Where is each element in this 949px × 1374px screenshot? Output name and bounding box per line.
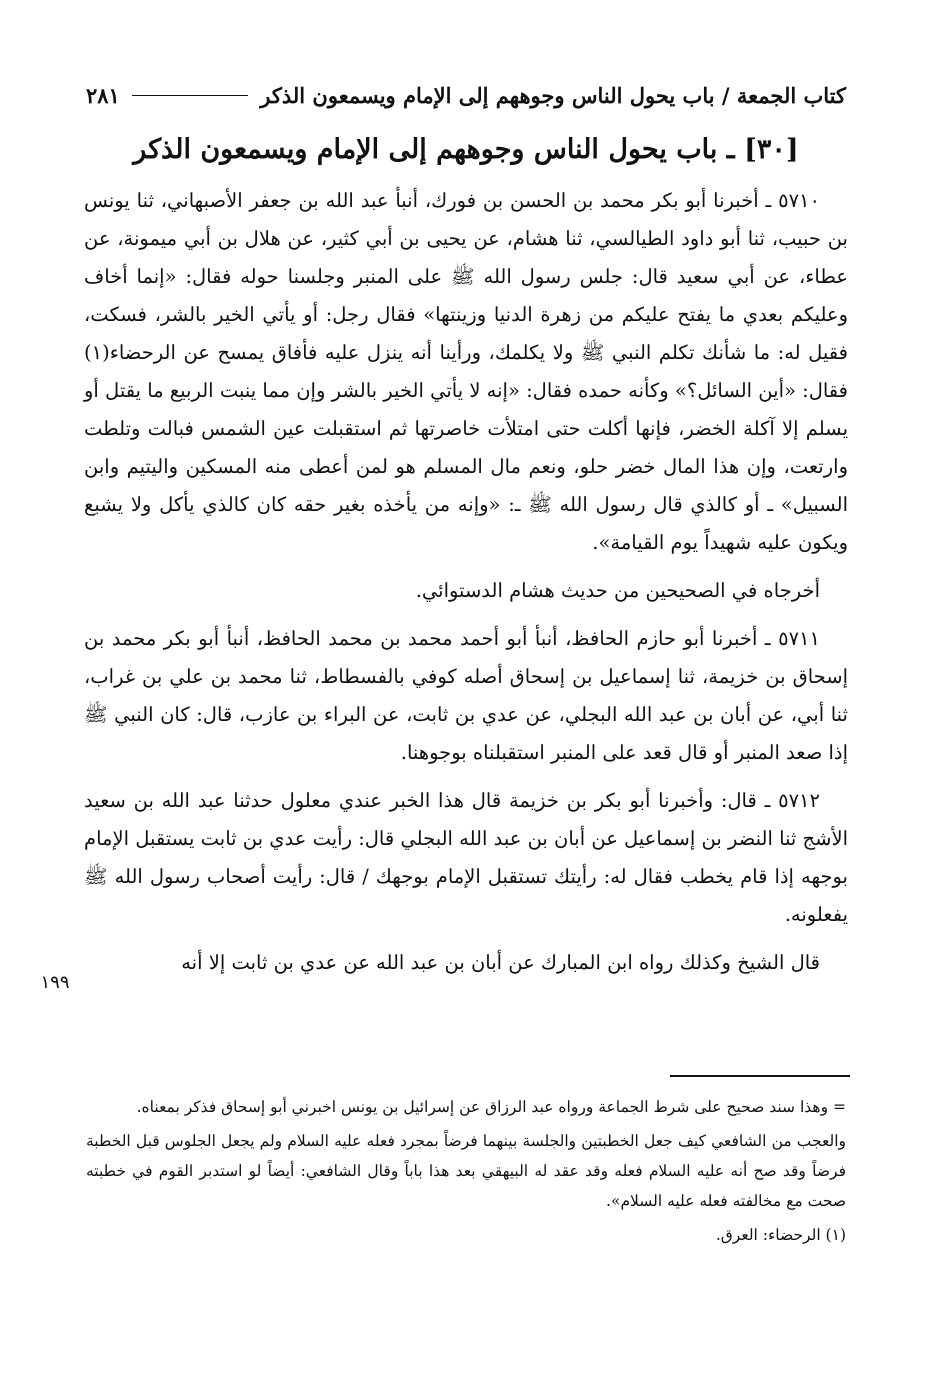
shaykh-remark: قال الشيخ وكذلك رواه ابن المبارك عن أبان بن عبد الله عن عدي بن ثابت إلا أنه xyxy=(181,951,820,974)
chapter-title: [٣٠] ـ باب يحول الناس وجوههم إلى الإمام ويسمعون الذكر xyxy=(133,134,799,165)
hadith-5711: ٥٧١١ ـ أخبرنا أبو حازم الحافظ، أنبأ أبو أحمد محمد بن محمد الحافظ، أنبأ أبو بكر محمد بن إسحاق بن خزيمة، ثنا إسماعيل بن إسحاق أصله كوفي بالفسطاط، ثنا محمد بن علي بن غراب، ثنا أبي، عن أبان بن عبد الله البجلي، عن عدي بن ثابت، عن البراء بن عازب، قال: كان النبي ﷺ إذا صعد المنبر أو قال قعد على المنبر استقبلناه بوجوهنا. xyxy=(84,627,848,764)
footnotes xyxy=(86,1092,846,1254)
footnote-separator xyxy=(670,1075,850,1077)
running-header xyxy=(86,78,846,112)
running-header-title: كتاب الجمعة / باب يحول الناس وجوههم إلى الإمام ويسمعون الذكر xyxy=(260,82,846,108)
footnote-commentary: والعجب من الشافعي كيف جعل الخطبتين والجلسة بينهما فرضاً بمجرد فعله عليه السلام ولم يجعل الجلوس قبل الخطبة فرضاً وقد صح أنه عليه السلام فعله وقد عقد له البيهقي بعد هذا باباً وقال الشافعي: أيضاً لو استدبر القوم في خطبته صحت مع مخالفته فعله عليه السلام». xyxy=(86,1132,846,1210)
hadith-5712: ٥٧١٢ ـ قال: وأخبرنا أبو بكر بن خزيمة قال هذا الخبر عندي معلول حدثنا عبد الله بن سعيد الأشج ثنا النضر بن إسماعيل عن أبان بن عبد الله البجلي قال: رأيت عدي بن ثابت يستقبل الإمام بوجهه إذا قام يخطب فقال له: رأيتك تستقبل الإمام بوجهك / قال: رأيت أصحاب رسول الله ﷺ يفعلونه. xyxy=(84,789,848,926)
manuscript-folio-number: ١٩٩ xyxy=(40,972,70,993)
footnote-continued: = وهذا سند صحيح على شرط الجماعة ورواه عبد الرزاق عن إسرائيل بن يونس اخبرني أبو إسحاق فذكر بمعناه. xyxy=(136,1098,846,1116)
body-text xyxy=(84,182,848,992)
takhrij-note: أخرجاه في الصحيحين من حديث هشام الدستوائي. xyxy=(415,579,820,602)
hadith-5710: ٥٧١٠ ـ أخبرنا أبو بكر محمد بن الحسن بن فورك، أنبأ عبد الله بن جعفر الأصبهاني، ثنا يونس بن حبيب، ثنا أبو داود الطيالسي، ثنا هشام، عن يحيى بن أبي كثير، عن هلال بن أبي ميمونة، عن عطاء، عن أبي سعيد قال: جلس رسول الله ﷺ على المنبر وجلسنا حوله فقال: «إنما أخاف وعليكم بعدي ما يفتح عليكم من زهرة الدنيا وزينتها» فقال رجل: أو يأتي الخير بالشر، فسكت، فقيل له: ما شأنك تكلم النبي ﷺ ولا يكلمك، ورأينا أنه ينزل عليه فأفاق يمسح عن الرحضاء(١) فقال: «أين السائل؟» وكأنه حمده فقال: «إنه لا يأتي الخير بالشر وإن مما ينبت الربيع ما يقتل أو يسلم إلا آكلة الخضر، فإنها أكلت حتى امتلأت خاصرتها ثم استقبلت عين الشمس فبالت وتلطت وارتعت، وإن هذا المال خضر حلو، ونعم مال المسلم هو لمن أعطى منه المسكين واليتيم وابن السبيل» ـ أو كالذي قال رسول الله ﷺ ـ: «وإنه من يأخذه بغير حقه كان كالذي يأكل ولا يشبع ويكون عليه شهيداً يوم القيامة». xyxy=(84,189,848,554)
page-number: ٢٨١ xyxy=(86,82,120,108)
header-rule xyxy=(132,95,248,96)
footnote-1: (١) الرحضاء: العرق. xyxy=(715,1226,846,1244)
